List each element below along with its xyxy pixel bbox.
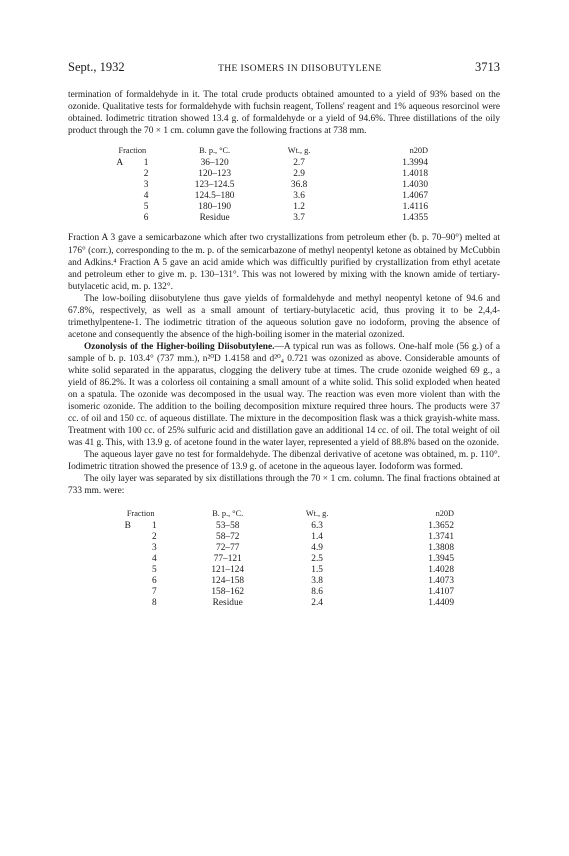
table-row [100,565,460,576]
fraction-cell [100,587,181,598]
paragraph-6: The oily layer was separated by six distillations through the 70 × 1 cm. column. The final fractions obtained at 733 mm. were: [68,474,500,497]
bp-cell: 124–158 [211,575,245,586]
fraction-cell [94,202,171,213]
fraction-number: 4 [143,191,149,202]
wt-cell: 1.4 [311,531,323,542]
bp-cell: 53–58 [216,520,240,531]
fraction-cell [94,169,171,180]
table-row [100,532,460,543]
fraction-series-letter: B [124,520,131,531]
running-header [68,60,500,75]
wt-cell: 2.5 [311,553,323,564]
fraction-number: 8 [151,597,157,608]
bp-cell: 121–124 [211,564,245,575]
refractive-index-cell: 1.3945 [428,553,454,564]
table-row [100,576,460,587]
refractive-index-cell: 1.4073 [428,575,454,586]
table-row [100,543,460,554]
paragraph-1: termination of formaldehyde in it. The total crude products obtained amounted to a yield of 93% based on the ozonide. Qualitative tests for formaldehyde with fuchsin reagent, Tollens' reagent and 1% aqueous resorcinol were obtained. Iodimetric titration showed 13.4 g. of formaldehyde or a yield of 94.6%. Three distillations of the oily product through the 70 × 1 cm. column gave the following fractions at 738 mm. [68,90,500,137]
column-header-bp: B. p., °C. [212,508,244,518]
header-date: Sept., 1932 [68,60,125,74]
bp-cell: Residue [212,597,243,608]
refractive-index-cell: 1.4116 [402,202,428,213]
refractive-index-cell: 1.4409 [428,597,454,608]
fraction-number: 5 [151,564,157,575]
fraction-cell [100,565,181,576]
refractive-index-cell: 1.4355 [402,213,428,224]
table-row [100,554,460,565]
table-header-row [100,508,460,521]
header-page-number: 3713 [474,60,500,74]
fraction-cell [100,598,181,609]
paragraph-4 [68,341,500,449]
refractive-index-cell: 1.4030 [402,180,428,191]
table-row [94,180,434,191]
paragraph-5: The aqueous layer gave no test for formaldehyde. The dibenzal derivative of acetone was obtained, m. p. 110°. Iodimetric titration showed the presence of 13.9 g. of acetone in the aqueous layer. Iodoform was formed. [68,450,500,473]
section-heading: Ozonolysis of the Higher-boiling Diisobutylene. [84,341,275,352]
fraction-number: 5 [143,202,149,213]
bp-cell: 120–123 [198,169,231,180]
bp-cell: 58–72 [216,531,240,542]
fraction-cell [100,532,181,543]
table-row [94,169,434,180]
column-header-wt: Wt., g. [305,508,329,518]
table-row [94,191,434,202]
refractive-index-cell: 1.3994 [402,158,428,169]
refractive-index-cell: 1.3808 [428,542,454,553]
bp-cell: 180–190 [198,202,231,213]
fraction-cell [94,158,171,169]
table-body [100,521,460,609]
page [68,60,500,609]
bp-cell: 158–162 [211,586,245,597]
fraction-cell [100,554,181,565]
refractive-index-cell: 1.4018 [402,169,428,180]
header-title: THE ISOMERS IN DIISOBUTYLENE [218,64,382,74]
fraction-number: 2 [143,169,149,180]
fraction-number: 1 [151,520,157,531]
wt-cell: 6.3 [311,520,323,531]
fraction-number: 6 [143,213,149,224]
wt-cell: 3.7 [293,213,305,224]
fraction-cell [100,521,181,532]
column-header-fraction: Fraction [118,146,147,156]
wt-cell: 3.8 [311,575,323,586]
table-row [100,521,460,532]
fraction-table-b [100,508,460,609]
bp-cell: 72–77 [216,542,240,553]
refractive-index-cell: 1.4107 [428,586,454,597]
wt-cell: 3.6 [293,191,305,202]
refractive-index-cell: 1.3741 [428,531,454,542]
fraction-cell [94,191,171,202]
table-row [94,213,434,224]
column-header-wt: Wt., g. [287,146,311,156]
bp-cell: 77–121 [213,553,242,564]
fraction-cell [100,543,181,554]
fraction-number: 1 [143,158,149,169]
table-row [100,598,460,609]
fraction-number: 7 [151,586,157,597]
fraction-cell [94,180,171,191]
wt-cell: 1.5 [311,564,323,575]
paragraph-2: Fraction A 3 gave a semicarbazone which after two crystallizations from petroleum ether (b. p. 70–90°) melted at 176° (corr.), corresponding to the m. p. of the semicarbazone of methyl neopentyl ketone as obtained by McCubbin and Adkins.⁴ Fraction A 5 gave an acid amide which was difficultly purified by crystallization from ethyl acetate and petroleum ether to give m. p. 130–131°. This was not lowered by mixing with the known amide of tertiary-butylacetic acid, m. p. 132°. [68,233,500,292]
column-header-fraction: Fraction [126,508,155,518]
wt-cell: 4.9 [311,542,323,553]
bp-cell: 123–124.5 [194,180,235,191]
column-header-refractive-index: n20D [409,146,428,156]
bp-cell: 36–120 [200,158,229,169]
table-body [94,158,434,224]
wt-cell: 2.4 [311,597,323,608]
fraction-cell [100,576,181,587]
column-header-refractive-index: n20D [435,508,454,518]
fraction-number: 3 [143,180,149,191]
refractive-index-cell: 1.3652 [428,520,454,531]
bp-cell: 124.5–180 [194,191,235,202]
fraction-number: 6 [151,575,157,586]
wt-cell: 36.8 [290,180,308,191]
table-row [94,202,434,213]
paragraph-4-text: —A typical run was as follows. One-half mole (56 g.) of a sample of b. p. 103.4° (737 mm.), n²⁰D 1.4158 and d²⁰₄ 0.721 was ozonized as above. Considerable amounts of white solid separated in the apparatus, clogging the delivery tube at times. The crude ozonide weighed 69 g., a yield of 86.2%. It was a colorless oil containing a small amount of a white solid. This solid exploded when heated on a spatula. The ozonide was decomposed in the usual way. The reaction was even more violent than with the isomeric ozonide. The addition to the boiling decomposition mixture required three hours. The products were 37 cc. of oil and 150 cc. of aqueous distillate. The mixture in the decomposition flask was a thick grayish-white mass. Treatment with 100 cc. of 25% sulfuric acid and distillation gave an additional 14 cc. of oil. The total weight of oil was 41 g. This, with 13.9 g. of acetone found in the water layer, represented a yield of 88.8% based on the ozonide. [68,341,500,449]
paragraph-3: The low-boiling diisobutylene thus gave yields of formaldehyde and methyl neopentyl ketone of 94.6 and 67.8%, respectively, as well as a small amount of tertiary-butylacetic acid, thus proving it to be 2,4,4-trimethylpentene-1. The iodimetric titration of the aqueous solution gave no iodoform, proving the absence of acetone and consequently the absence of the high-boiling isomer in the material ozonized. [68,293,500,340]
wt-cell: 2.7 [293,158,305,169]
fraction-number: 4 [151,553,157,564]
wt-cell: 8.6 [311,586,323,597]
wt-cell: 1.2 [293,202,305,213]
table-header-row [94,145,434,158]
wt-cell: 2.9 [293,169,305,180]
fraction-number: 2 [151,531,157,542]
column-header-bp: B. p., °C. [199,146,231,156]
bp-cell: Residue [199,213,230,224]
fraction-series-letter: A [116,158,124,169]
refractive-index-cell: 1.4028 [428,564,454,575]
table-row [94,158,434,169]
refractive-index-cell: 1.4067 [402,191,428,202]
fraction-cell [94,213,171,224]
fraction-table-a [94,145,434,224]
table-row [100,587,460,598]
fraction-number: 3 [151,542,157,553]
